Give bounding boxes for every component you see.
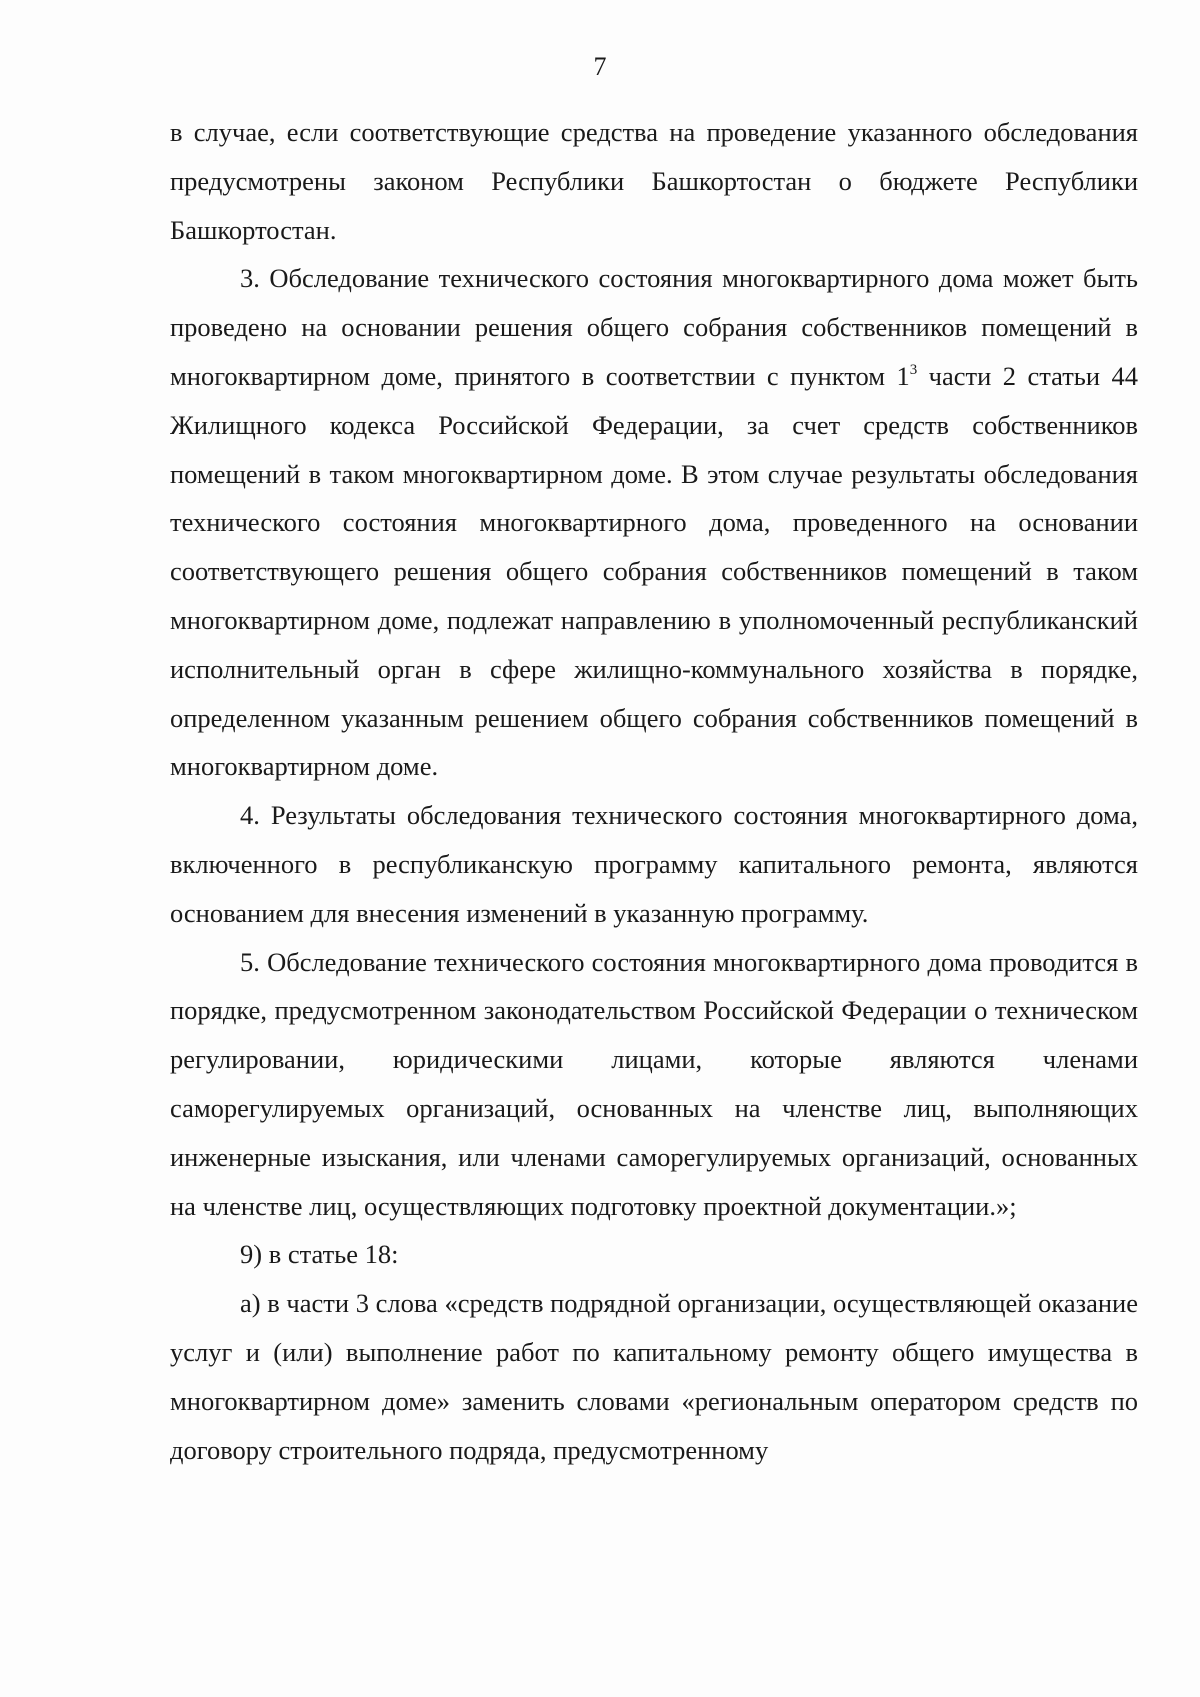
- paragraph-item-9: 9) в статье 18:: [240, 1239, 399, 1270]
- page-number: 7: [593, 52, 607, 81]
- paragraph-item-5: 5. Обследование технического состояния многоквартирного дома проводится в порядке, предусмотренном законодательством Российской Федерации о техническом регулировании, юридическими лицами, которые являются членами саморегулируемых организаций, основанных на членстве лиц, выполняющих инженерные изыскания, или членами саморегулируемых организаций, основанных на членстве лиц, осуществляющих подготовку проектной документации.»;: [170, 946, 1138, 1221]
- document-body: [170, 108, 1138, 1474]
- paragraph-item-a: а) в части 3 слова «средств подрядной организации, осуществляющей оказание услуг и (или) выполнение работ по капитальному ремонту общего имущества в многоквартирном доме» заменить словами «региональным оператором средств по договору строительного подряда, предусмотренному: [170, 1288, 1138, 1465]
- paragraph-item-3-text: 3. Обследование технического состояния многоквартирного дома может быть проведено на основании решения общего собрания собственников помещений в многоквартирном доме, принятого в соответствии с пунктом 1: [170, 263, 1138, 391]
- paragraph-continuation: в случае, если соответствующие средства на проведение указанного обследования предусмотрены законом Республики Башкортостан о бюджете Республики Башкортостан.: [170, 117, 1138, 245]
- superscript-footnote: 3: [909, 361, 918, 378]
- paragraph-item-3: [170, 254, 1138, 791]
- paragraph-item-4: 4. Результаты обследования технического состояния многоквартирного дома, включенного в республиканскую программу капитального ремонта, являются основанием для внесения изменений в указанную программу.: [170, 800, 1138, 928]
- paragraph-item-3-text-after: части 2 статьи 44 Жилищного кодекса Российской Федерации, за счет средств собственников помещений в таком многоквартирном доме. В этом случае результаты обследования технического состояния многоквартирного дома, проведенного на основании соответствующего решения общего собрания собственников помещений в таком многоквартирном доме, подлежат направлению в уполномоченный республиканский исполнительный орган в сфере жилищно-коммунального хозяйства в порядке, определенном указанным решением общего собрания собственников помещений в многоквартирном доме.: [170, 360, 1138, 782]
